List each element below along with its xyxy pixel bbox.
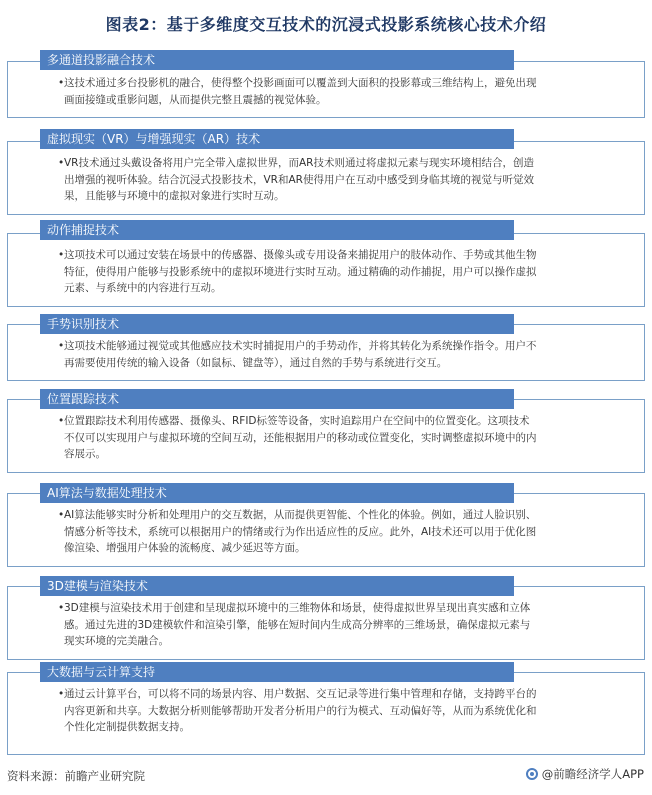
body-line: 果，且能够与环境中的虚拟对象进行实时互动。 xyxy=(64,190,285,202)
section-body xyxy=(58,507,604,557)
section-heading: 虚拟现实（VR）与增强现实（AR）技术 xyxy=(40,129,514,149)
body-line: 再需要使用传统的输入设备（如鼠标、键盘等），通过自然的手势与系统进行交互。 xyxy=(64,356,448,369)
section-heading: 大数据与云计算支持 xyxy=(40,662,514,682)
body-line: 画面接缝或重影问题，从而提供完整且震撼的视觉体验。 xyxy=(64,93,327,106)
body-line: VR技术通过头戴设备将用户完全带入虚拟世界，而AR技术则通过将虚拟元素与现实环境相结合，创造 xyxy=(64,157,534,169)
body-line: 特征，使得用户能够与投影系统中的虚拟环境进行实时互动。通过精确的动作捕捉，用户可以操作虚拟 xyxy=(64,265,537,278)
body-line: 容展示。 xyxy=(64,448,106,460)
section-body xyxy=(58,247,604,297)
body-line: 个性化定制提供数据支持。 xyxy=(64,721,190,733)
bullet-icon: • xyxy=(58,340,65,352)
section-body xyxy=(58,413,604,463)
brand-logo-icon xyxy=(526,768,538,780)
section-body xyxy=(58,686,604,736)
body-line: 感。通过先进的3D建模软件和渲染引擎，能够在短时间内生成高分辨率的三维场景，确保虚拟元素与 xyxy=(64,618,531,631)
body-line: 像渲染、增强用户体验的流畅度、减少延迟等方面。 xyxy=(64,542,306,554)
section-heading: 多通道投影融合技术 xyxy=(40,50,514,70)
body-line: 通过云计算平台，可以将不同的场景内容、用户数据、交互记录等进行集中管理和存储，支持跨平台的 xyxy=(64,688,537,700)
brand-text: @前瞻经济学人APP xyxy=(541,767,644,781)
section-heading: AI算法与数据处理技术 xyxy=(40,483,514,503)
bullet-icon: • xyxy=(58,249,65,261)
body-line: 不仅可以实现用户与虚拟环境的空间互动，还能根据用户的移动或位置变化，实时调整虚拟环境中的内 xyxy=(64,431,537,444)
bullet-icon: • xyxy=(58,415,65,427)
bullet-icon: • xyxy=(58,157,65,169)
body-line: 这技术通过多台投影机的融合，使得整个投影画面可以覆盖到大面积的投影幕或三维结构上，避免出现 xyxy=(64,77,537,89)
body-line: AI算法能够实时分析和处理用户的交互数据，从而提供更智能、个性化的体验。例如，通过人脸识别、 xyxy=(64,509,537,521)
section-body xyxy=(58,155,604,205)
source-note: 资料来源：前瞻产业研究院 xyxy=(7,769,145,783)
body-line: 出增强的视听体验。结合沉浸式投影技术，VR和AR使得用户在互动中感受到身临其境的视觉与听觉效 xyxy=(64,173,534,186)
body-line: 现实环境的完美融合。 xyxy=(64,635,169,647)
section-heading: 动作捕捉技术 xyxy=(40,220,514,240)
brand-credit xyxy=(526,766,644,782)
section-heading: 3D建模与渲染技术 xyxy=(40,576,514,596)
body-line: 元素、与系统中的内容进行互动。 xyxy=(64,282,222,294)
page-title: 图表2：基于多维度交互技术的沉浸式投影系统核心技术介绍 xyxy=(105,15,547,34)
body-line: 3D建模与渲染技术用于创建和呈现虚拟环境中的三维物体和场景，使得虚拟世界呈现出真实感和立体 xyxy=(64,602,531,614)
body-line: 这项技术能够通过视觉或其他感应技术实时捕捉用户的手势动作，并将其转化为系统操作指令。用户不 xyxy=(64,340,537,352)
section-heading: 位置跟踪技术 xyxy=(40,389,514,409)
section-heading: 手势识别技术 xyxy=(40,314,514,334)
section-body xyxy=(58,75,604,108)
body-line: 情感分析等技术，系统可以根据用户的情绪或行为作出适应性的反应。此外，AI技术还可以用于优化图 xyxy=(64,525,537,538)
body-line: 内容更新和共享。大数据分析则能够帮助开发者分析用户的行为模式、互动偏好等，从而为系统优化和 xyxy=(64,704,537,717)
body-line: 这项技术可以通过安装在场景中的传感器、摄像头或专用设备来捕捉用户的肢体动作、手势或其他生物 xyxy=(64,249,537,261)
bullet-icon: • xyxy=(58,509,65,521)
bullet-icon: • xyxy=(58,77,65,89)
bullet-icon: • xyxy=(58,602,65,614)
bullet-icon: • xyxy=(58,688,65,700)
section-body xyxy=(58,338,604,371)
section-body xyxy=(58,600,604,650)
body-line: 位置跟踪技术利用传感器、摄像头、RFID标签等设备，实时追踪用户在空间中的位置变化。这项技术 xyxy=(64,415,530,427)
